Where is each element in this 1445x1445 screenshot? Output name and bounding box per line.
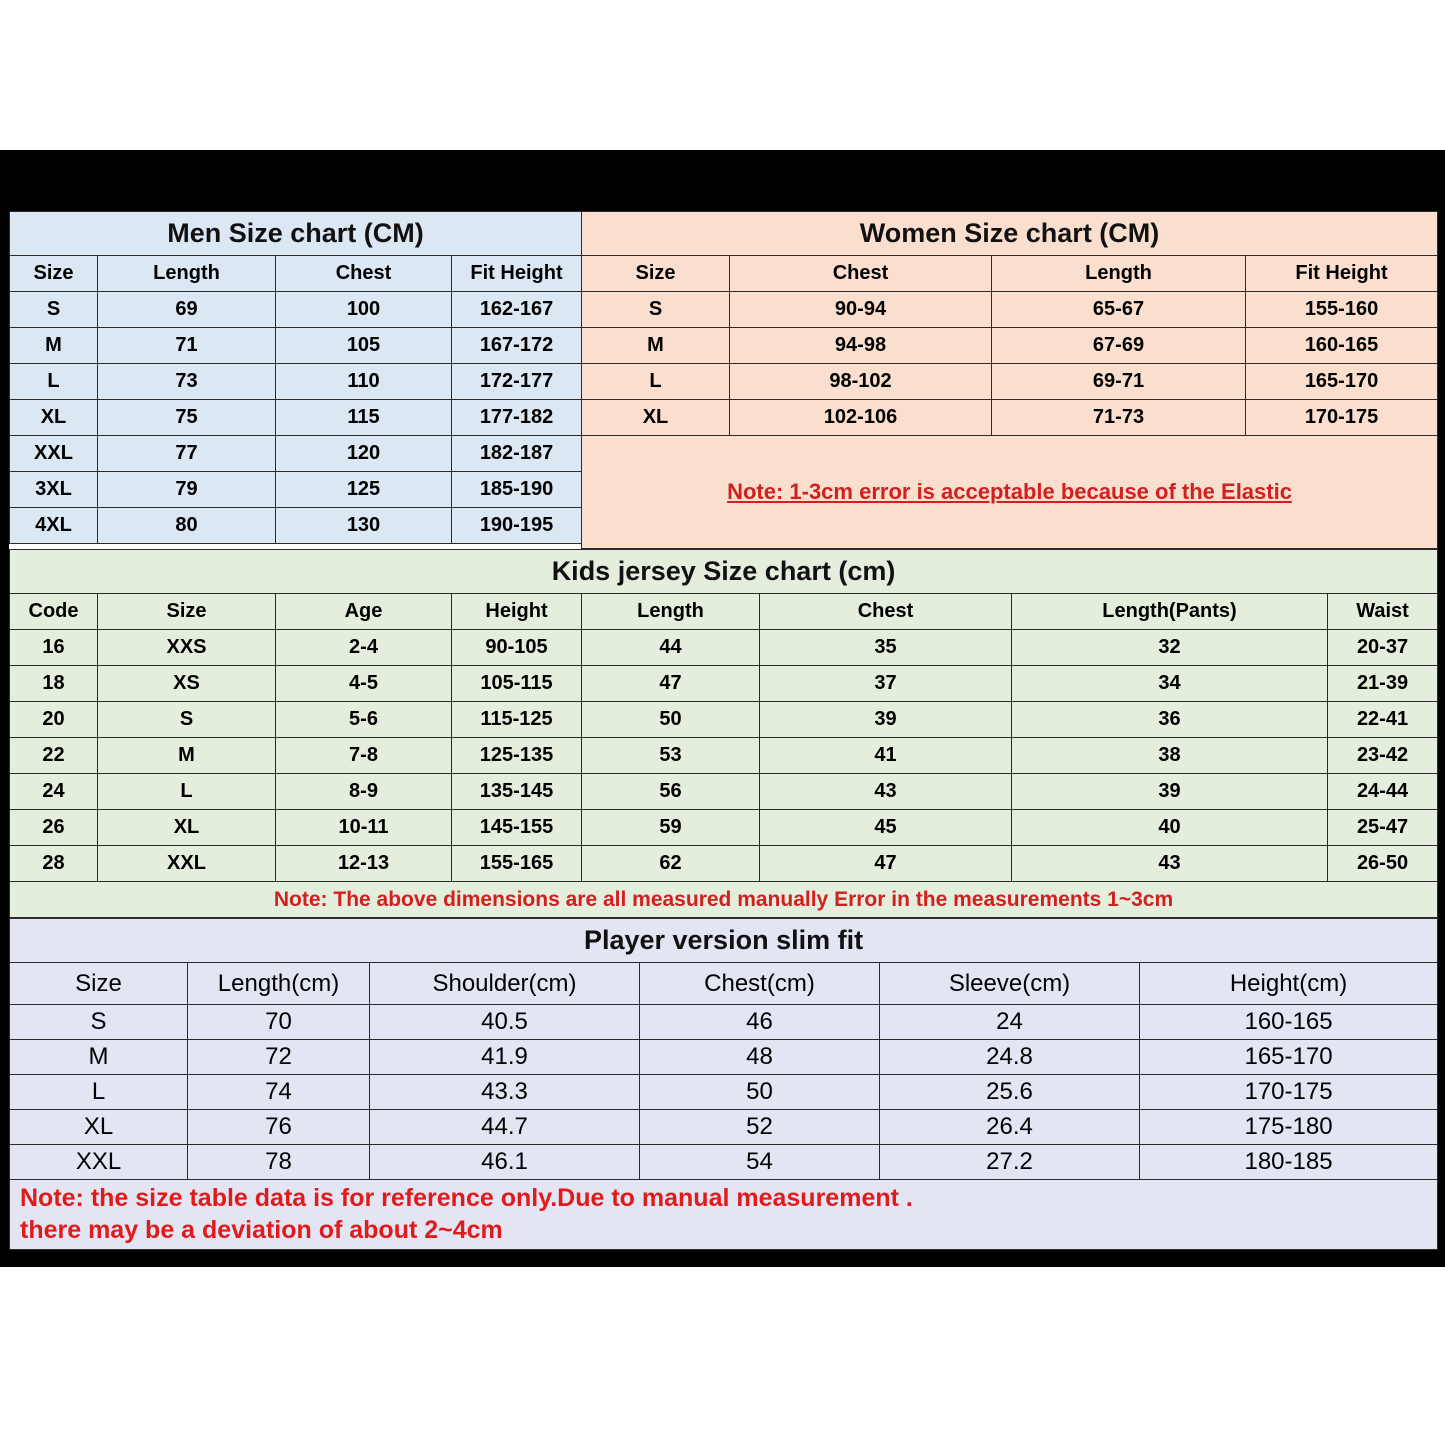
kids-header-waist: Waist: [1328, 594, 1438, 630]
kids-cell: 53: [582, 738, 760, 774]
kids-cell: 22-41: [1328, 702, 1438, 738]
kids-cell: 5-6: [276, 702, 452, 738]
kids-cell: 26: [10, 810, 98, 846]
player-header-shoulder: Shoulder(cm): [370, 963, 640, 1005]
player-header-size: Size: [10, 963, 188, 1005]
player-cell: 72: [188, 1040, 370, 1075]
top-section: [9, 211, 1436, 549]
men-cell: 105: [276, 328, 452, 364]
men-cell: M: [10, 328, 98, 364]
men-cell: 162-167: [452, 292, 582, 328]
player-table: [9, 918, 1438, 1250]
kids-cell: 47: [760, 846, 1012, 882]
kids-cell: 39: [760, 702, 1012, 738]
kids-cell: L: [98, 774, 276, 810]
women-table: [581, 211, 1438, 549]
men-table: [9, 211, 582, 544]
kids-cell: 41: [760, 738, 1012, 774]
kids-header-age: Age: [276, 594, 452, 630]
table-row: [10, 292, 582, 328]
kids-cell: 39: [1012, 774, 1328, 810]
women-cell: L: [582, 364, 730, 400]
player-cell: 27.2: [880, 1145, 1140, 1180]
table-row: [10, 436, 582, 472]
player-cell: 175-180: [1140, 1110, 1438, 1145]
table-row: [10, 666, 1438, 702]
women-cell: 160-165: [1246, 328, 1438, 364]
player-note-line1: Note: the size table data is for reference only.Due to manual measurement .: [20, 1184, 913, 1213]
men-cell: 182-187: [452, 436, 582, 472]
player-note-line2: there may be a deviation of about 2~4cm: [20, 1215, 503, 1244]
men-cell: L: [10, 364, 98, 400]
kids-cell: 28: [10, 846, 98, 882]
kids-cell: 21-39: [1328, 666, 1438, 702]
kids-cell: 125-135: [452, 738, 582, 774]
player-cell: XXL: [10, 1145, 188, 1180]
kids-cell: 47: [582, 666, 760, 702]
table-row: [10, 774, 1438, 810]
kids-cell: 20-37: [1328, 630, 1438, 666]
player-note: [10, 1180, 1438, 1250]
player-header-height: Height(cm): [1140, 963, 1438, 1005]
men-cell: 120: [276, 436, 452, 472]
table-row: [10, 702, 1438, 738]
kids-header-code: Code: [10, 594, 98, 630]
kids-cell: 59: [582, 810, 760, 846]
men-cell: 69: [98, 292, 276, 328]
men-cell: 75: [98, 400, 276, 436]
table-row: [582, 400, 1438, 436]
men-header-size: Size: [10, 256, 98, 292]
men-cell: 71: [98, 328, 276, 364]
men-header-fit-height: Fit Height: [452, 256, 582, 292]
women-cell: 67-69: [992, 328, 1246, 364]
kids-table: [9, 549, 1438, 918]
kids-cell: S: [98, 702, 276, 738]
kids-cell: 24-44: [1328, 774, 1438, 810]
kids-cell: 18: [10, 666, 98, 702]
player-cell: 76: [188, 1110, 370, 1145]
men-cell: 3XL: [10, 472, 98, 508]
men-header-length: Length: [98, 256, 276, 292]
player-cell: 52: [640, 1110, 880, 1145]
women-cell: XL: [582, 400, 730, 436]
men-cell: 185-190: [452, 472, 582, 508]
kids-cell: 24: [10, 774, 98, 810]
women-cell: 69-71: [992, 364, 1246, 400]
men-cell: 172-177: [452, 364, 582, 400]
player-cell: 46.1: [370, 1145, 640, 1180]
men-cell: 73: [98, 364, 276, 400]
men-cell: S: [10, 292, 98, 328]
player-cell: 170-175: [1140, 1075, 1438, 1110]
women-cell: 71-73: [992, 400, 1246, 436]
kids-cell: 23-42: [1328, 738, 1438, 774]
table-row: [10, 328, 582, 364]
women-cell: 65-67: [992, 292, 1246, 328]
player-cell: 41.9: [370, 1040, 640, 1075]
table-row: [10, 630, 1438, 666]
women-cell: 102-106: [730, 400, 992, 436]
women-cell: S: [582, 292, 730, 328]
women-header-chest: Chest: [730, 256, 992, 292]
men-header-chest: Chest: [276, 256, 452, 292]
player-cell: S: [10, 1005, 188, 1040]
women-cell: 170-175: [1246, 400, 1438, 436]
player-cell: M: [10, 1040, 188, 1075]
kids-cell: 37: [760, 666, 1012, 702]
men-cell: 125: [276, 472, 452, 508]
player-cell: 24.8: [880, 1040, 1140, 1075]
player-cell: 26.4: [880, 1110, 1140, 1145]
kids-note: Note: The above dimensions are all measured manually Error in the measurements 1~3cm: [10, 882, 1438, 918]
women-cell: 90-94: [730, 292, 992, 328]
men-cell: XL: [10, 400, 98, 436]
player-cell: 180-185: [1140, 1145, 1438, 1180]
player-cell: 43.3: [370, 1075, 640, 1110]
kids-header-chest: Chest: [760, 594, 1012, 630]
player-cell: 165-170: [1140, 1040, 1438, 1075]
kids-size-chart: [9, 549, 1436, 918]
table-row: [10, 738, 1438, 774]
player-cell: 50: [640, 1075, 880, 1110]
table-row: [582, 328, 1438, 364]
men-cell: 115: [276, 400, 452, 436]
player-cell: 54: [640, 1145, 880, 1180]
women-note: Note: 1-3cm error is acceptable because of the Elastic: [582, 436, 1438, 549]
women-cell: M: [582, 328, 730, 364]
kids-cell: XXL: [98, 846, 276, 882]
player-cell: L: [10, 1075, 188, 1110]
men-table-title: Men Size chart (CM): [10, 212, 582, 256]
kids-cell: 34: [1012, 666, 1328, 702]
table-row: [10, 1145, 1438, 1180]
kids-cell: 62: [582, 846, 760, 882]
kids-cell: 4-5: [276, 666, 452, 702]
kids-cell: 7-8: [276, 738, 452, 774]
table-row: [10, 400, 582, 436]
women-table-title: Women Size chart (CM): [582, 212, 1438, 256]
kids-cell: 145-155: [452, 810, 582, 846]
player-header-length: Length(cm): [188, 963, 370, 1005]
men-cell: 80: [98, 508, 276, 544]
player-header-sleeve: Sleeve(cm): [880, 963, 1140, 1005]
kids-cell: 10-11: [276, 810, 452, 846]
kids-cell: 36: [1012, 702, 1328, 738]
kids-cell: 90-105: [452, 630, 582, 666]
kids-table-title: Kids jersey Size chart (cm): [10, 550, 1438, 594]
kids-cell: 2-4: [276, 630, 452, 666]
kids-cell: 105-115: [452, 666, 582, 702]
men-cell: 77: [98, 436, 276, 472]
kids-cell: 115-125: [452, 702, 582, 738]
kids-header-length-pants: Length(Pants): [1012, 594, 1328, 630]
player-cell: 70: [188, 1005, 370, 1040]
kids-cell: 135-145: [452, 774, 582, 810]
table-row: [10, 472, 582, 508]
table-row: [10, 810, 1438, 846]
kids-cell: XXS: [98, 630, 276, 666]
kids-cell: 45: [760, 810, 1012, 846]
kids-header-height: Height: [452, 594, 582, 630]
men-cell: 100: [276, 292, 452, 328]
men-cell: 79: [98, 472, 276, 508]
table-row: [10, 1075, 1438, 1110]
kids-cell: 35: [760, 630, 1012, 666]
men-cell: 167-172: [452, 328, 582, 364]
table-row: [10, 846, 1438, 882]
men-cell: 4XL: [10, 508, 98, 544]
table-row: [582, 364, 1438, 400]
kids-cell: 43: [760, 774, 1012, 810]
kids-cell: 38: [1012, 738, 1328, 774]
table-row: [10, 1005, 1438, 1040]
women-cell: 165-170: [1246, 364, 1438, 400]
player-cell: 78: [188, 1145, 370, 1180]
kids-cell: 43: [1012, 846, 1328, 882]
men-cell: 177-182: [452, 400, 582, 436]
kids-header-size: Size: [98, 594, 276, 630]
men-cell: 130: [276, 508, 452, 544]
women-header-length: Length: [992, 256, 1246, 292]
kids-header-length: Length: [582, 594, 760, 630]
women-size-chart: [581, 211, 1437, 549]
women-header-fit-height: Fit Height: [1246, 256, 1438, 292]
kids-cell: 56: [582, 774, 760, 810]
kids-cell: 155-165: [452, 846, 582, 882]
table-row: [582, 292, 1438, 328]
kids-cell: 32: [1012, 630, 1328, 666]
kids-cell: 16: [10, 630, 98, 666]
men-cell: 110: [276, 364, 452, 400]
table-row: [10, 1110, 1438, 1145]
kids-cell: 44: [582, 630, 760, 666]
women-cell: 98-102: [730, 364, 992, 400]
player-cell: 44.7: [370, 1110, 640, 1145]
kids-cell: 22: [10, 738, 98, 774]
player-version-chart: [9, 918, 1436, 1250]
kids-cell: 26-50: [1328, 846, 1438, 882]
kids-cell: XS: [98, 666, 276, 702]
table-row: [10, 364, 582, 400]
men-cell: XXL: [10, 436, 98, 472]
kids-cell: 20: [10, 702, 98, 738]
kids-cell: 50: [582, 702, 760, 738]
player-header-chest: Chest(cm): [640, 963, 880, 1005]
women-cell: 94-98: [730, 328, 992, 364]
kids-cell: 8-9: [276, 774, 452, 810]
player-table-title: Player version slim fit: [10, 919, 1438, 963]
size-chart-sheet: [8, 210, 1437, 1251]
player-cell: 46: [640, 1005, 880, 1040]
kids-cell: XL: [98, 810, 276, 846]
table-row: [10, 508, 582, 544]
table-row: [10, 1040, 1438, 1075]
kids-cell: 25-47: [1328, 810, 1438, 846]
player-cell: 24: [880, 1005, 1140, 1040]
player-cell: 25.6: [880, 1075, 1140, 1110]
women-header-size: Size: [582, 256, 730, 292]
men-cell: 190-195: [452, 508, 582, 544]
player-cell: 160-165: [1140, 1005, 1438, 1040]
kids-cell: M: [98, 738, 276, 774]
men-size-chart: [9, 211, 581, 549]
player-cell: 40.5: [370, 1005, 640, 1040]
player-cell: 48: [640, 1040, 880, 1075]
player-cell: XL: [10, 1110, 188, 1145]
player-cell: 74: [188, 1075, 370, 1110]
kids-cell: 12-13: [276, 846, 452, 882]
women-cell: 155-160: [1246, 292, 1438, 328]
kids-cell: 40: [1012, 810, 1328, 846]
